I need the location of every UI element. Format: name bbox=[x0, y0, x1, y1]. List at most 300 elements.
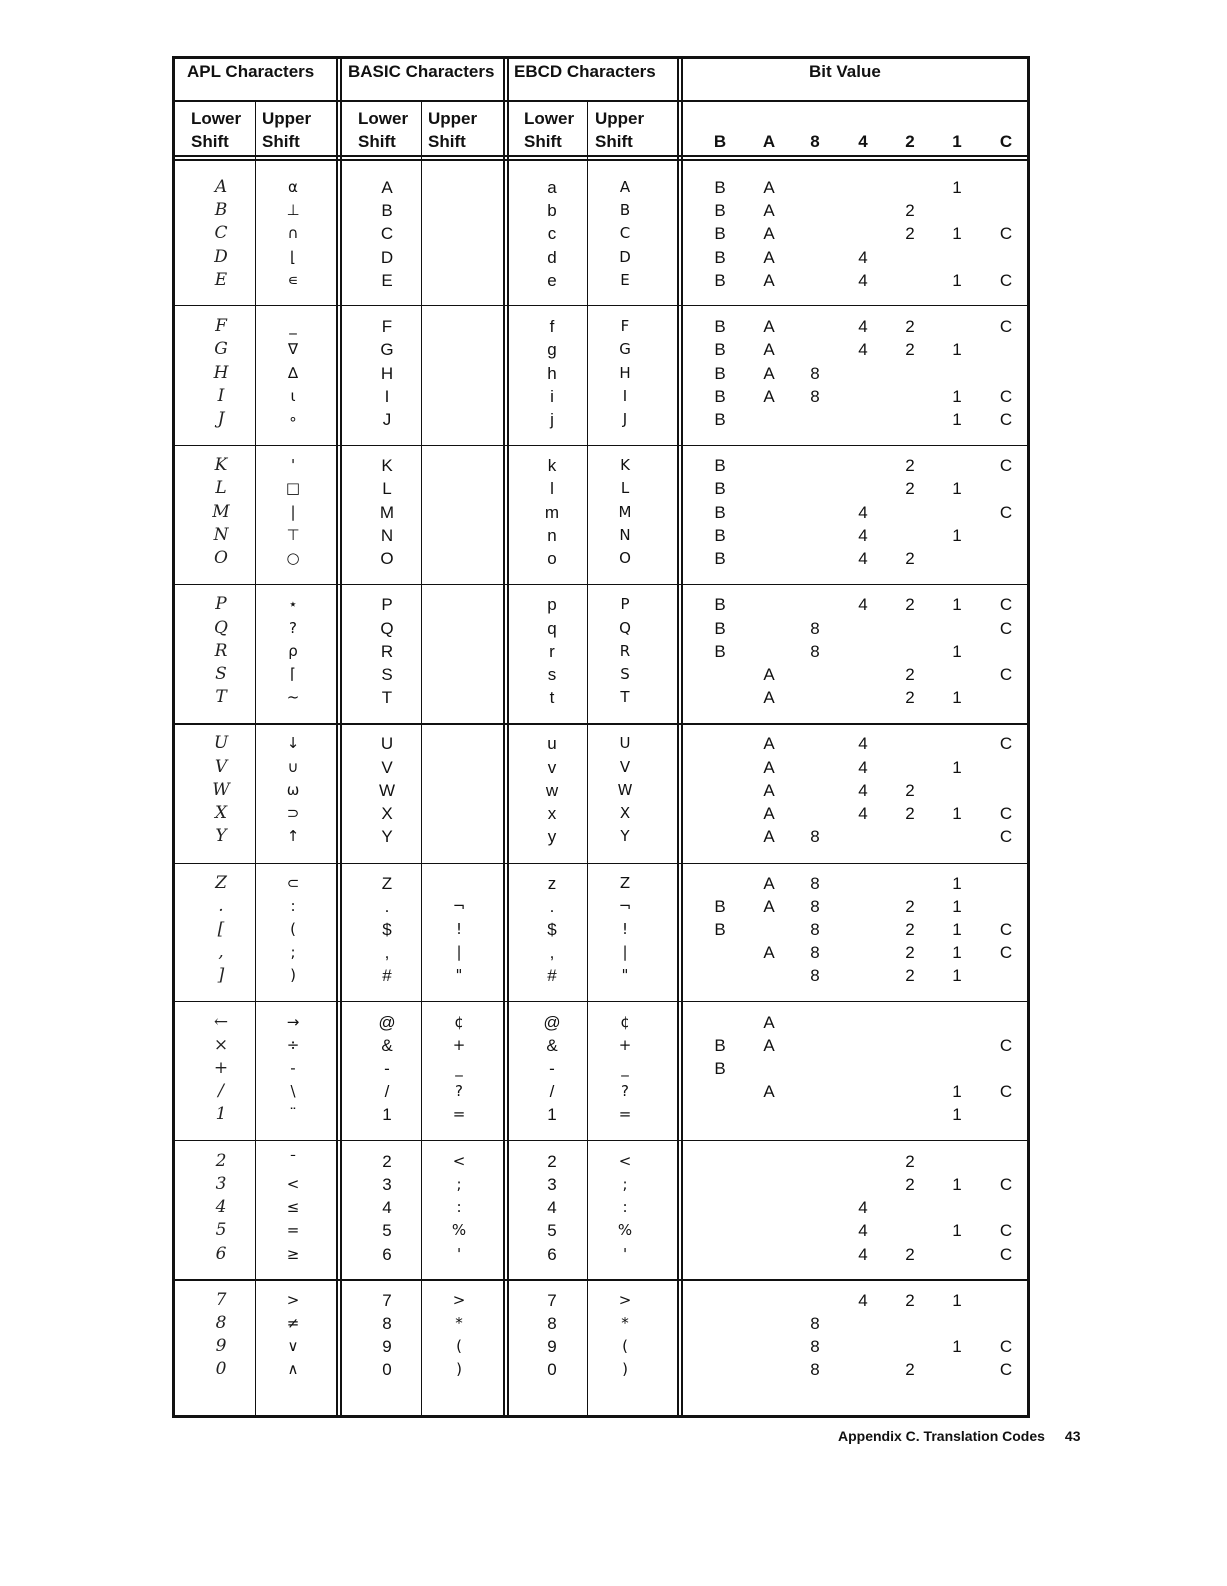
basic-upper-cell: ? bbox=[455, 1082, 463, 1101]
bit-4-cell bbox=[848, 895, 878, 918]
bit-1-cell: 1 bbox=[952, 340, 962, 360]
apl-upper-cell: ρ bbox=[288, 641, 298, 660]
ebcd-lower-cell: z bbox=[547, 873, 557, 893]
group-separator bbox=[172, 305, 1030, 306]
basic-lower-cell: Q bbox=[380, 618, 394, 638]
ebcd-lower-cell: g bbox=[547, 340, 557, 360]
group-separator bbox=[172, 863, 1030, 864]
bit-b-cell: B bbox=[714, 247, 726, 267]
bit-c-cell bbox=[991, 524, 1021, 547]
apl-lower-cell: Q bbox=[214, 617, 228, 638]
apl-lower-cell: 7 bbox=[215, 1289, 227, 1310]
bit-1-cell: 1 bbox=[952, 595, 962, 615]
bit-2-cell bbox=[895, 362, 925, 385]
bit-c-cell bbox=[991, 477, 1021, 500]
apl-lower-cell: V bbox=[214, 756, 228, 777]
bit-c-cell bbox=[991, 362, 1021, 385]
bit-c-cell bbox=[991, 1103, 1021, 1126]
apl-lower-cell: W bbox=[212, 779, 230, 800]
apl-lower-cell: 4 bbox=[215, 1197, 227, 1218]
bit-8-cell bbox=[800, 593, 830, 616]
group-divider bbox=[503, 56, 505, 1418]
basic-upper-cell: : bbox=[456, 1198, 462, 1217]
apl-upper-cell: ÷ bbox=[286, 1035, 300, 1054]
table-bottom-border bbox=[172, 1415, 1030, 1418]
bit-c-cell bbox=[991, 640, 1021, 663]
ebcd-lower-cell: u bbox=[547, 734, 557, 754]
bit-8-cell: 8 bbox=[810, 873, 820, 893]
ebcd-lower-cell: a bbox=[547, 178, 557, 197]
bit-b-cell: B bbox=[714, 224, 726, 244]
bit-2-cell: 2 bbox=[905, 966, 915, 986]
bit-c-cell: C bbox=[999, 1337, 1013, 1357]
basic-lower-cell: 2 bbox=[382, 1151, 392, 1171]
ebcd-lower-cell: 8 bbox=[547, 1314, 557, 1333]
basic-lower-cell: - bbox=[384, 1059, 390, 1078]
basic-lower-cell: U bbox=[380, 734, 394, 754]
bit-a-cell bbox=[754, 617, 784, 640]
bit-b-cell bbox=[705, 686, 735, 709]
bit-2-cell bbox=[895, 756, 925, 779]
ebcd-upper-shift-header: Upper Shift bbox=[595, 109, 645, 151]
apl-upper-cell: ↓ bbox=[286, 734, 300, 753]
bit-a-cell bbox=[754, 1243, 784, 1266]
basic-upper-cell: * bbox=[455, 1314, 463, 1332]
apl-lower-cell: ← bbox=[213, 1011, 229, 1032]
bit-1-cell: 1 bbox=[952, 873, 962, 893]
apl-upper-cell: α bbox=[288, 178, 298, 196]
bit-c-cell: C bbox=[999, 386, 1013, 406]
bit-2-cell bbox=[895, 1219, 925, 1242]
bit-1-cell: 1 bbox=[952, 896, 962, 916]
shift-divider bbox=[255, 101, 256, 1418]
ebcd-lower-cell: # bbox=[547, 966, 557, 986]
bit-a-cell bbox=[754, 501, 784, 524]
basic-lower-cell: / bbox=[384, 1082, 390, 1102]
bit-8-cell bbox=[800, 1011, 830, 1034]
bit-2-cell: 2 bbox=[905, 664, 915, 684]
apl-lower-cell: 3 bbox=[215, 1173, 227, 1194]
bit-c-cell bbox=[991, 1289, 1021, 1312]
bit-b-cell: B bbox=[714, 549, 726, 568]
group-divider bbox=[340, 56, 342, 1418]
bit-2-cell bbox=[895, 501, 925, 524]
bit-4-cell bbox=[848, 454, 878, 477]
bit-8-cell bbox=[800, 1243, 830, 1266]
ebcd-lower-cell: s bbox=[547, 664, 557, 684]
apl-upper-cell: ~ bbox=[286, 688, 300, 707]
bit-4-cell bbox=[848, 825, 878, 848]
bit-2-cell bbox=[895, 1196, 925, 1219]
bit-1-cell bbox=[942, 1034, 972, 1057]
ebcd-upper-cell: % bbox=[617, 1221, 633, 1240]
bit-4-cell bbox=[848, 1103, 878, 1126]
basic-upper-shift-header: Upper Shift bbox=[428, 109, 478, 151]
bit-a-header: A bbox=[762, 132, 776, 151]
bit-b-cell bbox=[705, 964, 735, 987]
bit-b-cell bbox=[705, 802, 735, 825]
apl-lower-cell: 8 bbox=[215, 1313, 227, 1333]
ebcd-lower-cell: 4 bbox=[547, 1198, 557, 1218]
bit-a-cell bbox=[754, 408, 784, 431]
apl-lower-cell: . bbox=[218, 895, 224, 916]
bit-2-header: 2 bbox=[905, 132, 915, 151]
ebcd-upper-cell: T bbox=[620, 688, 630, 707]
bit-1-cell: 1 bbox=[952, 1174, 962, 1194]
bit-8-cell bbox=[800, 756, 830, 779]
bit-4-cell: 4 bbox=[858, 525, 868, 545]
apl-characters-header: APL Characters bbox=[187, 62, 315, 81]
bit-a-cell bbox=[754, 454, 784, 477]
ebcd-upper-cell: A bbox=[619, 178, 631, 196]
basic-lower-cell: X bbox=[381, 804, 393, 823]
bit-b-cell bbox=[705, 779, 735, 802]
bit-8-cell bbox=[800, 547, 830, 570]
bit-1-cell bbox=[942, 663, 972, 686]
group-separator bbox=[172, 1279, 1030, 1281]
bit-c-cell bbox=[991, 1196, 1021, 1219]
basic-upper-cell: % bbox=[451, 1221, 467, 1240]
bit-b-cell: B bbox=[714, 1035, 726, 1055]
basic-lower-cell: 9 bbox=[382, 1337, 392, 1357]
bit-1-cell bbox=[942, 246, 972, 269]
group-separator bbox=[172, 1001, 1030, 1002]
bit-b-cell: B bbox=[714, 363, 726, 383]
bit-b-cell bbox=[705, 1080, 735, 1103]
bit-b-cell: B bbox=[714, 317, 726, 337]
bit-a-cell bbox=[754, 1150, 784, 1173]
bit-1-cell: 1 bbox=[952, 525, 962, 545]
apl-upper-cell: ⌊ bbox=[290, 247, 296, 266]
apl-lower-cell: T bbox=[215, 687, 227, 708]
bit-b-cell: B bbox=[714, 479, 726, 499]
bit-c-cell: C bbox=[999, 664, 1013, 684]
bit-1-cell: 1 bbox=[952, 1082, 962, 1102]
footer-section-title: Appendix C. Translation Codes bbox=[838, 1428, 1045, 1444]
bit-c-cell: C bbox=[999, 502, 1013, 522]
apl-upper-cell: ⋆ bbox=[288, 595, 298, 614]
basic-upper-cell bbox=[429, 362, 489, 385]
bit-a-cell: A bbox=[763, 804, 775, 823]
apl-lower-cell: N bbox=[213, 524, 229, 545]
bit-c-cell bbox=[991, 1011, 1021, 1034]
bit-a-cell bbox=[754, 1173, 784, 1196]
apl-upper-cell: ∊ bbox=[287, 270, 299, 289]
apl-upper-cell: ? bbox=[289, 618, 297, 637]
bit-2-cell: 2 bbox=[905, 479, 915, 499]
bit-c-cell bbox=[991, 779, 1021, 802]
apl-lower-cell: B bbox=[214, 200, 228, 221]
apl-lower-cell: 0 bbox=[215, 1359, 227, 1380]
apl-lower-cell: × bbox=[213, 1034, 229, 1055]
bit-4-cell: 4 bbox=[858, 340, 868, 360]
bit-b-cell bbox=[705, 1335, 735, 1358]
bit-4-cell: 4 bbox=[858, 1198, 868, 1218]
group-divider bbox=[681, 56, 683, 1418]
bit-8-cell: 8 bbox=[810, 363, 820, 383]
bit-2-cell bbox=[895, 269, 925, 292]
ebcd-lower-cell: t bbox=[549, 688, 555, 708]
ebcd-upper-cell: B bbox=[619, 201, 631, 220]
basic-lower-cell: Z bbox=[381, 873, 393, 893]
bit-4-cell: 4 bbox=[858, 1244, 868, 1264]
bit-4-cell bbox=[848, 1034, 878, 1057]
basic-lower-cell: M bbox=[379, 502, 395, 522]
basic-characters-header: BASIC Characters bbox=[348, 62, 495, 81]
bit-1-cell bbox=[942, 199, 972, 222]
bit-a-cell: A bbox=[763, 247, 775, 267]
bit-2-cell: 2 bbox=[905, 780, 915, 800]
bit-2-cell: 2 bbox=[905, 456, 915, 476]
bit-4-cell bbox=[848, 1080, 878, 1103]
bit-b-cell: B bbox=[714, 919, 726, 939]
apl-upper-cell: → bbox=[286, 1012, 300, 1031]
bit-1-cell bbox=[942, 547, 972, 570]
bit-8-cell bbox=[800, 663, 830, 686]
bit-2-cell: 2 bbox=[905, 1244, 915, 1264]
basic-upper-cell: < bbox=[452, 1151, 466, 1170]
bit-1-cell: 1 bbox=[952, 178, 962, 197]
bit-4-cell: 4 bbox=[858, 595, 868, 615]
bit-4-cell: 4 bbox=[858, 780, 868, 800]
apl-upper-cell: = bbox=[286, 1221, 300, 1240]
basic-upper-cell: _ bbox=[455, 1059, 463, 1077]
basic-lower-cell: S bbox=[381, 664, 393, 684]
basic-lower-cell: K bbox=[381, 456, 393, 476]
bit-c-cell: C bbox=[999, 409, 1013, 429]
bit-2-cell: 2 bbox=[905, 595, 915, 615]
bit-4-cell bbox=[848, 686, 878, 709]
basic-lower-cell: W bbox=[378, 780, 396, 800]
header-rule bbox=[172, 100, 1030, 102]
basic-upper-cell: ¬ bbox=[452, 896, 466, 915]
apl-upper-cell: - bbox=[290, 1059, 296, 1077]
ebcd-lower-cell: / bbox=[549, 1082, 555, 1102]
bit-c-cell bbox=[991, 756, 1021, 779]
bit-c-cell: C bbox=[999, 827, 1013, 847]
basic-upper-cell bbox=[429, 524, 489, 547]
group-divider bbox=[677, 56, 679, 1418]
apl-lower-cell: + bbox=[213, 1058, 229, 1078]
ebcd-upper-cell: R bbox=[619, 641, 631, 660]
basic-upper-cell bbox=[429, 732, 489, 755]
bit-1-cell bbox=[942, 501, 972, 524]
basic-upper-cell: ) bbox=[456, 1360, 462, 1379]
bit-value-header: Bit Value bbox=[809, 62, 881, 81]
bit-b-cell bbox=[705, 872, 735, 895]
bit-8-cell: 8 bbox=[810, 1314, 820, 1333]
bit-2-cell bbox=[895, 408, 925, 431]
ebcd-upper-cell: + bbox=[618, 1035, 632, 1054]
ebcd-lower-cell: , bbox=[549, 943, 555, 963]
basic-upper-cell bbox=[429, 385, 489, 408]
apl-lower-cell: E bbox=[214, 269, 228, 290]
bit-1-cell: 1 bbox=[952, 479, 962, 499]
bit-2-cell bbox=[895, 640, 925, 663]
ebcd-upper-cell: G bbox=[619, 340, 631, 359]
page-footer bbox=[838, 1428, 1081, 1444]
bit-a-cell: A bbox=[763, 201, 775, 221]
basic-upper-cell: ; bbox=[456, 1174, 462, 1193]
bit-4-cell: 4 bbox=[858, 1290, 868, 1310]
basic-lower-cell: P bbox=[381, 595, 393, 615]
bit-8-cell bbox=[800, 1196, 830, 1219]
bit-4-cell: 4 bbox=[858, 1221, 868, 1241]
basic-upper-cell bbox=[429, 222, 489, 245]
ebcd-upper-cell: < bbox=[618, 1151, 632, 1170]
bit-2-cell: 2 bbox=[905, 943, 915, 963]
bit-4-cell bbox=[848, 1150, 878, 1173]
basic-upper-cell bbox=[429, 269, 489, 292]
bit-2-cell bbox=[895, 617, 925, 640]
ebcd-upper-cell: ' bbox=[622, 1244, 628, 1263]
bit-4-cell bbox=[848, 362, 878, 385]
bit-a-cell bbox=[754, 640, 784, 663]
header-rule bbox=[172, 155, 1030, 157]
bit-b-header: B bbox=[713, 132, 727, 151]
basic-lower-cell: V bbox=[381, 757, 393, 777]
bit-2-cell: 2 bbox=[905, 919, 915, 939]
bit-c-cell bbox=[991, 872, 1021, 895]
basic-upper-cell: ' bbox=[456, 1244, 462, 1263]
bit-a-cell bbox=[754, 1358, 784, 1381]
bit-a-cell: A bbox=[763, 896, 775, 916]
bit-8-cell bbox=[800, 524, 830, 547]
bit-2-cell bbox=[895, 1335, 925, 1358]
basic-upper-cell bbox=[429, 408, 489, 431]
basic-lower-cell: 1 bbox=[382, 1105, 392, 1125]
bit-b-cell bbox=[705, 941, 735, 964]
apl-upper-cell: < bbox=[286, 1174, 300, 1193]
ebcd-upper-cell: O bbox=[619, 549, 631, 567]
apl-lower-cell: H bbox=[213, 362, 229, 383]
basic-lower-cell: E bbox=[381, 270, 393, 290]
bit-b-cell: B bbox=[714, 641, 726, 661]
apl-lower-cell: R bbox=[214, 640, 228, 661]
bit-c-cell: C bbox=[999, 317, 1013, 337]
ebcd-upper-cell: X bbox=[619, 804, 631, 822]
bit-4-cell: 4 bbox=[858, 317, 868, 337]
bit-2-cell: 2 bbox=[905, 688, 915, 708]
bit-4-cell: 4 bbox=[858, 804, 868, 823]
basic-lower-cell: T bbox=[381, 688, 393, 708]
apl-lower-cell: S bbox=[215, 663, 227, 684]
bit-a-cell: A bbox=[763, 1035, 775, 1055]
apl-upper-cell: ∪ bbox=[287, 757, 299, 776]
basic-upper-cell bbox=[429, 617, 489, 640]
apl-upper-cell: ≠ bbox=[286, 1314, 300, 1332]
bit-1-cell bbox=[942, 1150, 972, 1173]
bit-1-cell bbox=[942, 1196, 972, 1219]
basic-lower-cell: 0 bbox=[382, 1360, 392, 1380]
ebcd-lower-cell: q bbox=[547, 618, 557, 638]
bit-8-cell: 8 bbox=[810, 896, 820, 916]
bit-1-cell: 1 bbox=[952, 966, 962, 986]
bit-2-cell: 2 bbox=[905, 549, 915, 568]
apl-lower-cell: M bbox=[212, 501, 230, 522]
apl-lower-cell: J bbox=[217, 408, 225, 429]
apl-lower-cell: , bbox=[218, 942, 224, 963]
ebcd-upper-cell: ( bbox=[622, 1337, 628, 1356]
ebcd-lower-cell: $ bbox=[547, 919, 557, 939]
ebcd-lower-cell: 6 bbox=[547, 1244, 557, 1264]
ebcd-lower-cell: j bbox=[550, 409, 554, 429]
group-separator bbox=[172, 1140, 1030, 1141]
basic-upper-cell: ! bbox=[455, 919, 462, 938]
basic-upper-cell bbox=[429, 779, 489, 802]
bit-a-cell bbox=[754, 1103, 784, 1126]
bit-b-cell bbox=[705, 1150, 735, 1173]
bit-c-cell: C bbox=[999, 224, 1013, 244]
ebcd-characters-header: EBCD Characters bbox=[514, 62, 656, 81]
basic-lower-cell: 5 bbox=[382, 1221, 392, 1241]
bit-4-cell bbox=[848, 477, 878, 500]
bit-a-cell: A bbox=[763, 1082, 775, 1102]
bit-a-cell: A bbox=[763, 757, 775, 777]
bit-1-cell: 1 bbox=[952, 757, 962, 777]
bit-2-cell: 2 bbox=[905, 201, 915, 221]
bit-1-cell: 1 bbox=[952, 1105, 962, 1125]
basic-lower-cell: # bbox=[382, 966, 392, 986]
bit-c-cell: C bbox=[999, 804, 1013, 823]
apl-lower-cell: 6 bbox=[215, 1243, 227, 1264]
bit-c-cell: C bbox=[999, 595, 1013, 615]
apl-lower-cell: U bbox=[213, 733, 229, 754]
bit-8-cell: 8 bbox=[810, 618, 820, 638]
bit-4-cell: 4 bbox=[858, 757, 868, 777]
bit-2-cell bbox=[895, 1057, 925, 1080]
ebcd-upper-cell: ! bbox=[621, 919, 628, 938]
bit-a-cell: A bbox=[763, 386, 775, 406]
bit-b-cell: B bbox=[714, 618, 726, 638]
ebcd-upper-cell: " bbox=[621, 966, 629, 985]
ebcd-lower-cell: b bbox=[547, 201, 557, 221]
bit-a-cell: A bbox=[763, 363, 775, 383]
group-divider bbox=[336, 56, 338, 1418]
bit-c-cell bbox=[991, 1312, 1021, 1335]
basic-upper-cell bbox=[429, 454, 489, 477]
basic-upper-cell bbox=[429, 477, 489, 500]
apl-upper-cell: ⊂ bbox=[286, 873, 300, 892]
ebcd-upper-cell: M bbox=[618, 502, 632, 521]
bit-a-cell: A bbox=[763, 1012, 775, 1032]
apl-upper-cell: ⊥ bbox=[286, 201, 300, 220]
bit-2-cell bbox=[895, 1011, 925, 1034]
apl-lower-cell: ] bbox=[217, 965, 225, 986]
bit-b-cell bbox=[705, 1196, 735, 1219]
ebcd-upper-cell: D bbox=[619, 247, 631, 266]
ebcd-lower-cell: & bbox=[546, 1035, 558, 1055]
ebcd-upper-cell: ) bbox=[622, 1360, 628, 1379]
bit-a-cell: A bbox=[763, 224, 775, 244]
basic-upper-cell bbox=[429, 547, 489, 570]
bit-4-cell bbox=[848, 941, 878, 964]
bit-1-cell bbox=[942, 454, 972, 477]
bit-4-cell: 4 bbox=[858, 734, 868, 754]
group-separator bbox=[172, 445, 1030, 446]
bit-2-cell: 2 bbox=[905, 340, 915, 360]
basic-upper-cell bbox=[429, 756, 489, 779]
ebcd-lower-cell: n bbox=[547, 525, 557, 545]
apl-lower-cell: P bbox=[215, 594, 227, 615]
basic-lower-cell: J bbox=[382, 409, 392, 429]
ebcd-lower-cell: d bbox=[547, 247, 557, 267]
ebcd-upper-cell: P bbox=[620, 595, 630, 614]
apl-lower-cell: 9 bbox=[215, 1336, 227, 1357]
basic-upper-cell: = bbox=[452, 1105, 466, 1124]
basic-upper-cell bbox=[429, 199, 489, 222]
bit-8-cell bbox=[800, 779, 830, 802]
